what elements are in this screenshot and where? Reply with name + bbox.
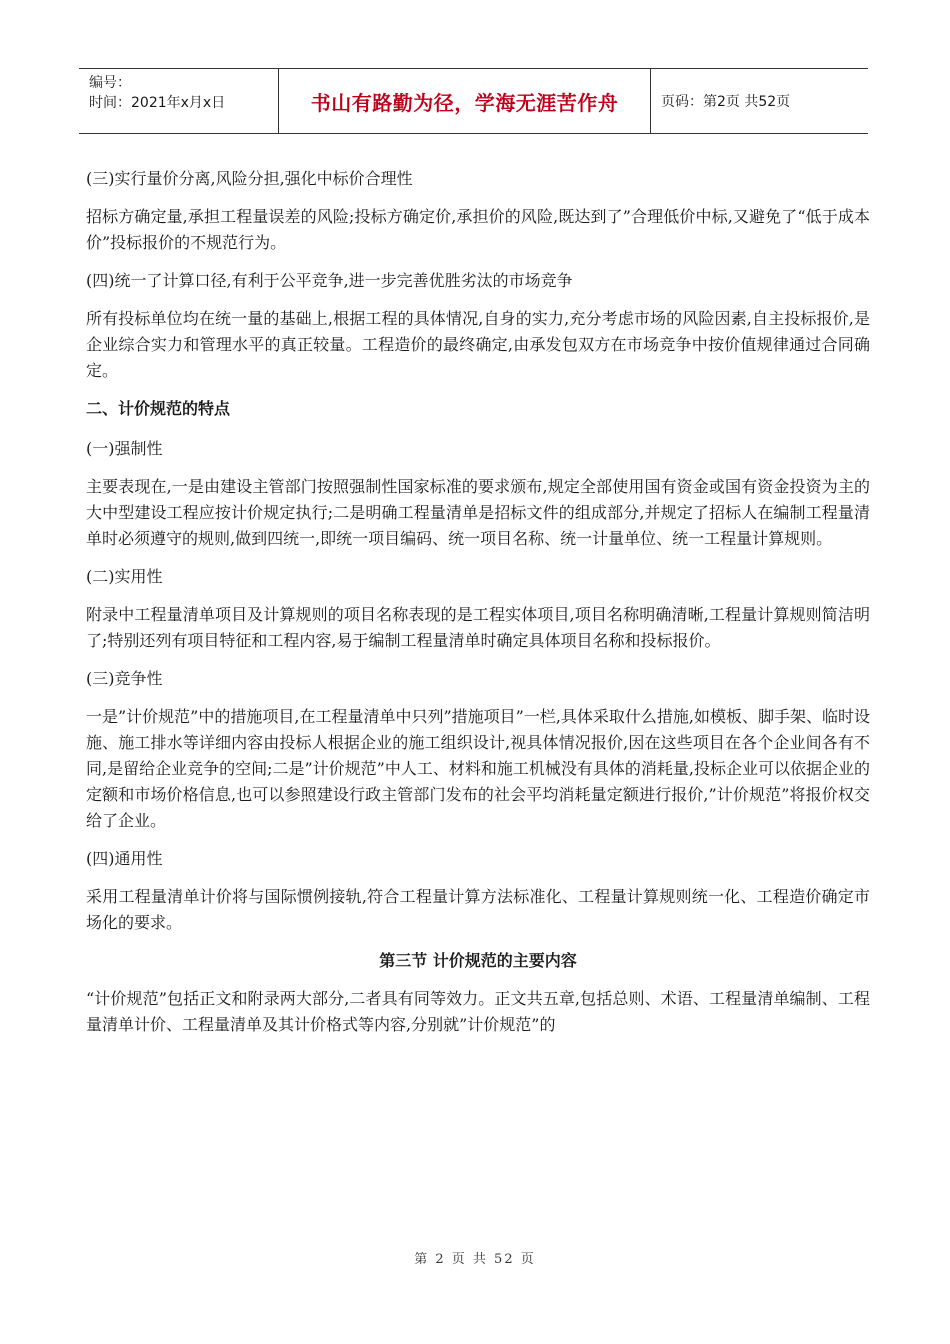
feature-text-mandatory: 主要表现在,一是由建设主管部门按照强制性国家标准的要求颁布,规定全部使用国有资金或国有资金投资为主的大中型建设工程应按计价规定执行;二是明确工程量清单是招标文件的组成部分,并规定了招标人在编制工程量清单时必须遵守的规则,做到四统一,即统一项目编码、统一项目名称、统一计量单位、统一工程量计算规则。 [86, 477, 870, 548]
paragraph-bidding-risk: 招标方确定量,承担工程量误差的风险;投标方确定价,承担价的风险,既达到了”合理低价中标,又避免了“低于成本价”投标报价的不规范行为。 [86, 207, 870, 252]
feature-title-competitive: (三)竞争性 [86, 669, 163, 688]
paragraph-fair-competition: 所有投标单位均在统一量的基础上,根据工程的具体情况,自身的实力,充分考虑市场的风险因素,自主投标报价,是企业综合实力和管理水平的真正较量。工程造价的最终确定,由承发包双方在市场竞争中按价值规律通过合同确定。 [86, 309, 870, 380]
feature-text-competitive: 一是”计价规范”中的措施项目,在工程量清单中只列”措施项目”一栏,具体采取什么措施,如模板、脚手架、临时设施、施工排水等详细内容由投标人根据企业的施工组织设计,视具体情况报价,因在这些项目在各个企业间各有不同,是留给企业竞争的空间;二是”计价规范”中人工、材料和施工机械没有具体的消耗量,投标企业可以依据企业的定额和市场价格信息,也可以参照建设行政主管部门发布的社会平均消耗量定额进行报价,”计价规范”将报价权交给了企业。 [86, 707, 870, 830]
section-heading-main-content: 第三节 计价规范的主要内容 [379, 951, 577, 970]
feature-title-practical: (二)实用性 [86, 567, 163, 586]
header-meta [79, 69, 279, 133]
feature-title-mandatory: (一)强制性 [86, 439, 163, 458]
feature-title-universal: (四)通用性 [86, 849, 163, 868]
feature-text-practical: 附录中工程量清单项目及计算规则的项目名称表现的是工程实体项目,项目名称明确清晰,工程量计算规则简洁明了;特别还列有项目特征和工程内容,易于编制工程量清单时确定具体项目名称和投标报价。 [86, 605, 870, 650]
document-number-label: 编号： [89, 75, 131, 91]
subheading-unified-calculation: (四)统一了计算口径,有利于公平竞争,进一步完善优胜劣汰的市场竞争 [86, 271, 573, 290]
document-body [86, 166, 870, 1050]
document-time-label: 时间：2021年x月x日 [89, 95, 226, 111]
header-page-info: 页码：第2页 共52页 [661, 94, 791, 110]
page-footer: 第 2 页 共 52 页 [414, 1252, 536, 1267]
page-header [79, 68, 868, 134]
subheading-quantity-price-separation: (三)实行量价分离,风险分担,强化中标价合理性 [86, 169, 413, 188]
section-heading-features: 二、计价规范的特点 [86, 399, 231, 418]
feature-text-universal: 采用工程量清单计价将与国际惯例接轨,符合工程量计算方法标准化、工程量计算规则统一化、工程造价确定市场化的要求。 [86, 887, 870, 932]
paragraph-main-content: “计价规范”包括正文和附录两大部分,二者具有同等效力。正文共五章,包括总则、术语、工程量清单编制、工程量清单计价、工程量清单及其计价格式等内容,分别就”计价规范”的 [86, 989, 870, 1034]
header-motto: 书山有路勤为径，学海无涯苦作舟 [279, 69, 651, 133]
